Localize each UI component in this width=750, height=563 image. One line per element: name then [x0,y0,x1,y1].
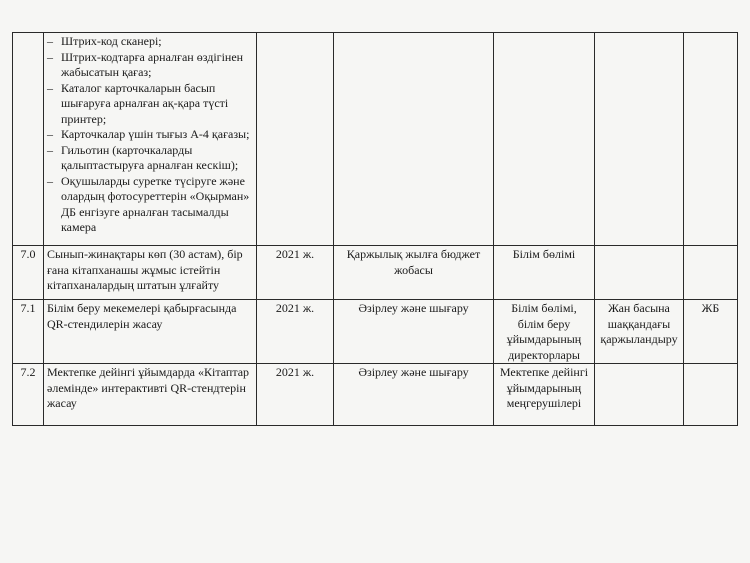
cell-fund [684,33,738,246]
responsible-cell: Білім бөлімі, білім беру ұйымдарының директорлары [494,300,595,364]
table-row [13,246,738,300]
row-number: 7.0 [13,246,44,300]
task-cell: Сынып-жинақтары көп (30 астам), бір ғана кітапханашы жұмыс істейтін кітапханалардың штатын ұлғайту [44,246,257,300]
fund-cell [684,364,738,426]
task-cell: Мектепке дейінгі ұйымдарда «Кітаптар әлемінде» интерактивті QR-стендтерін жасау [44,364,257,426]
cell-num [13,33,44,246]
list-item: – Штрих-код сканері; [47,34,162,48]
source-cell [595,364,684,426]
responsible-cell: Мектепке дейінгі ұйымдарының меңгерушілері [494,364,595,426]
table-row [13,364,738,426]
source-cell [595,246,684,300]
list-item: – Оқушыларды суретке түсіруге және олардың фотосуреттерін «Оқырман» ДБ енгізуге арналған тасымалды камера [47,173,250,234]
row-number: 7.1 [13,300,44,364]
list-item: – Карточкалар үшін тығыз А-4 қағазы; [47,127,250,141]
list-item: – Штрих-кодтарға арналған өздігінен жабысатын қағаз; [47,49,244,79]
form-cell: Әзірлеу және шығару [334,364,494,426]
year-cell: 2021 ж. [257,364,334,426]
plan-table [12,32,738,426]
cell-resp [494,33,595,246]
list-item: – Каталог карточкаларын басып шығаруға арналған ақ-қара түсті принтер; [47,80,229,126]
cell-year [257,33,334,246]
equipment-cell [44,33,257,246]
row-number: 7.2 [13,364,44,426]
year-cell: 2021 ж. [257,246,334,300]
cell-source [595,33,684,246]
responsible-cell: Білім бөлімі [494,246,595,300]
year-cell: 2021 ж. [257,300,334,364]
equipment-list [47,34,253,236]
task-cell: Білім беру мекемелері қабырғасында QR-стендилерін жасау [44,300,257,364]
form-cell: Әзірлеу және шығару [334,300,494,364]
fund-cell [684,246,738,300]
cell-form [334,33,494,246]
list-item: – Гильотин (карточкаларды қалыптастыруға арналған кескіш); [47,142,239,172]
form-cell: Қаржылық жылға бюджет жобасы [334,246,494,300]
table-row [13,300,738,364]
fund-cell: ЖБ [684,300,738,364]
source-cell: Жан басына шаққандағы қаржыландыру [595,300,684,364]
table-row [13,33,738,246]
